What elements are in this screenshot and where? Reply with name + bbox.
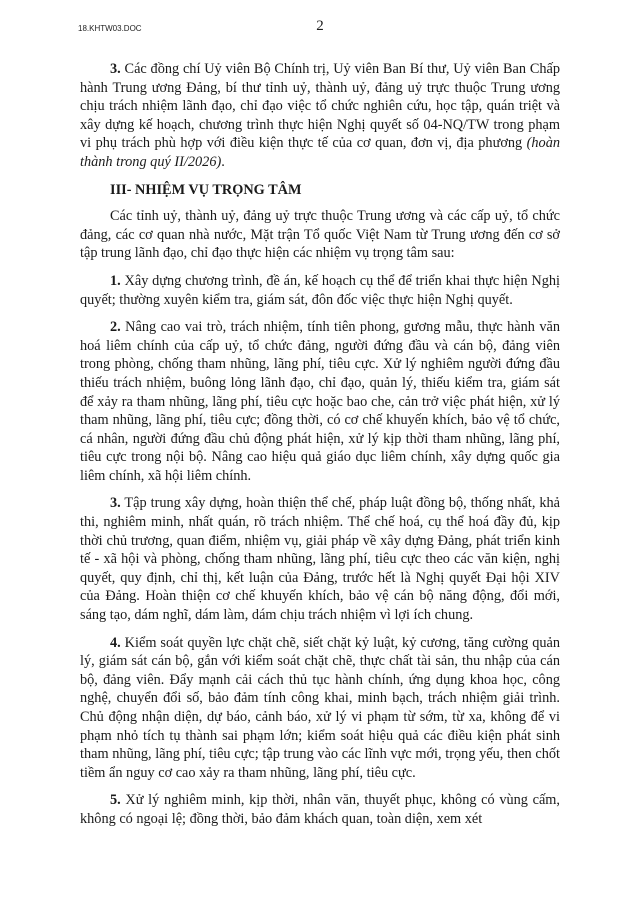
task-item-5: [80, 791, 560, 828]
item-text: Các đồng chí Uỷ viên Bộ Chính trị, Uỷ viên Ban Bí thư, Uỷ viên Ban Chấp hành Trung ương Đảng, bí thư tỉnh uỷ, thành uỷ, đảng uỷ trực thuộc Trung ương chịu trách nhiệm lãnh đạo, chỉ đạo việc tổ chức nghiên cứu, học tập, quán triệt và xây dựng kế hoạch, chương trình thực hiện Nghị quyết số 04-NQ/TW trong phạm vi phụ trách phù hợp với điều kiện thực tế của cơ quan, đơn vị, địa phương: [80, 61, 560, 152]
item-text: Tập trung xây dựng, hoàn thiện thể chế, pháp luật đồng bộ, thống nhất, khả thi, nghiêm minh, nhất quán, rõ trách nhiệm. Thể chế hoá, cụ thể hoá đầy đủ, kịp thời chủ trương, quan điểm, nhiệm vụ, giải pháp về xây dựng Đảng, phát triển kinh tế - xã hội và phòng, chống tham nhũng, lãng phí, tiêu cực theo các văn kiện, nghị quyết, quy định, chỉ thị, kết luận của Đảng, trước hết là Nghị quyết Đại hội XIV của Đảng. Hoàn thiện cơ chế khuyến khích, bảo vệ cán bộ năng động, đổi mới, sáng tạo, dám nghĩ, dám làm, dám chịu trách nhiệm vì lợi ích chung.: [80, 495, 560, 624]
deadline-note: (hoàn thành trong quý II/2026): [80, 135, 560, 170]
item-number: 5.: [110, 792, 121, 809]
task-item-2: [80, 318, 560, 485]
task-item-3: [80, 494, 560, 624]
section-heading: III- NHIỆM VỤ TRỌNG TÂM: [110, 181, 302, 198]
item-text: Nâng cao vai trò, trách nhiệm, tính tiên phong, gương mẫu, thực hành văn hoá liêm chính của cấp uỷ, tổ chức đảng, người đứng đầu và cán bộ, đảng viên trong phòng, chống tham nhũng, lãng phí, tiêu cực. Xử lý nghiêm người đứng đầu thiếu trách nhiệm, buông lỏng lãnh đạo, chỉ đạo, quản lý, thiếu kiểm tra, giám sát để xảy ra tham nhũng, lãng phí, tiêu cực hoặc bao che, cản trở việc phát hiện, xử lý tham nhũng, lãng phí, tiêu cực; đồng thời, có cơ chế khuyến khích, bảo vệ tổ chức, cá nhân, người đứng đầu chủ động phát hiện, xử lý kịp thời tham nhũng, lãng phí, tiêu cực trong nội bộ. Nâng cao hiệu quả giáo dục liêm chính, xây dựng quốc gia liêm chính, xã hội liêm chính.: [80, 319, 560, 484]
document-body: [80, 60, 560, 838]
item-number: 4.: [110, 634, 121, 651]
intro-paragraph: Các tỉnh uỷ, thành uỷ, đảng uỷ trực thuộc Trung ương và các cấp uỷ, tổ chức đảng, các cơ quan nhà nước, Mặt trận Tổ quốc Việt Nam từ Trung ương đến cơ sở tập trung lãnh đạo, chỉ đạo thực hiện các nhiệm vụ trọng tâm sau:: [80, 208, 560, 262]
file-code: 18.KHTW03.DOC: [78, 24, 142, 33]
item-number: 2.: [110, 319, 121, 336]
task-item-4: [80, 634, 560, 783]
item-text: Xử lý nghiêm minh, kịp thời, nhân văn, thuyết phục, không có vùng cấm, không có ngoại lệ; đồng thời, bảo đảm khách quan, toàn diện, xem xét: [80, 792, 560, 827]
item-number: 3.: [110, 61, 121, 77]
item-text: Kiểm soát quyền lực chặt chẽ, siết chặt kỷ luật, kỷ cương, tăng cường quản lý, giám sát cán bộ, gắn với kiểm soát chặt chẽ, thực chất tài sản, thu nhập của cán bộ, đảng viên. Đẩy mạnh cải cách thủ tục hành chính, ứng dụng khoa học, công nghệ, chuyển đổi số, bảo đảm tính công khai, minh bạch, trách nhiệm giải trình. Chủ động nhận diện, dự báo, cảnh báo, xử lý vi phạm từ sớm, từ xa, không để vi phạm nhỏ tích tụ thành sai phạm lớn; kiểm soát hiệu quả các điều kiện phát sinh tham nhũng, lãng phí, tiêu cực; tập trung vào các lĩnh vực mới, trọng yếu, then chốt tiềm ẩn nguy cơ cao xảy ra tham nhũng, lãng phí, tiêu cực.: [80, 634, 560, 781]
item-number: 1.: [110, 272, 121, 289]
task-item-1: [80, 272, 560, 309]
page-number: 2: [316, 18, 324, 34]
item-end: .: [221, 153, 225, 170]
paragraph-item-3-top: [80, 60, 560, 172]
item-number: 3.: [110, 495, 121, 512]
item-text: Xây dựng chương trình, đề án, kế hoạch cụ thể để triển khai thực hiện Nghị quyết; thường xuyên kiểm tra, giám sát, đôn đốc việc thực hiện Nghị quyết.: [80, 272, 560, 308]
